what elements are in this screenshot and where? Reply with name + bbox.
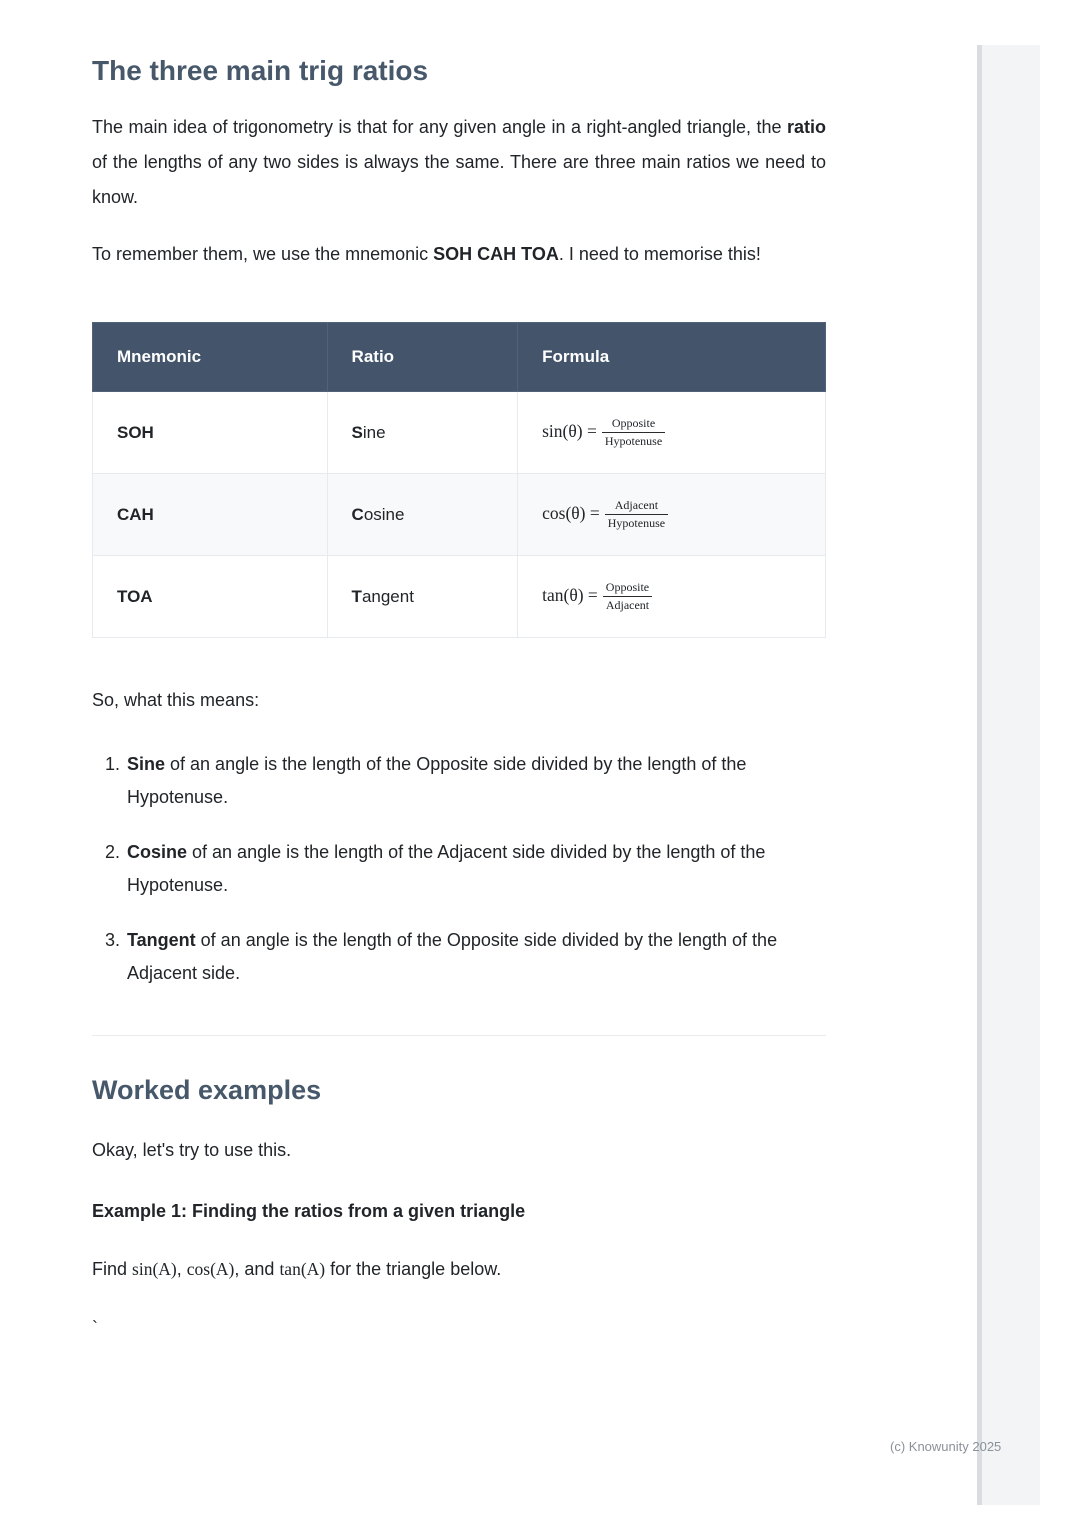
stray-backtick: `: [92, 1318, 98, 1338]
means-intro: So, what this means:: [92, 690, 260, 710]
text-run: The main idea of trigonometry is that for any given angle in a right-angled triangle, the: [92, 117, 787, 137]
mnemonic-paragraph: [92, 237, 826, 272]
scrollbar-thumb[interactable]: [977, 45, 982, 1505]
table-header-ratio: Ratio: [327, 323, 518, 392]
list-item-lead: Tangent: [127, 930, 196, 950]
fraction-numerator: Opposite: [602, 416, 665, 433]
text-run: , and: [234, 1259, 280, 1279]
formula-cell: [518, 556, 826, 638]
bold-text-soh-cah-toa: SOH CAH TOA: [433, 244, 559, 264]
bold-text-ratio: ratio: [786, 117, 826, 137]
table-header-row: [93, 323, 826, 392]
math-sin-a: sin(A): [132, 1259, 177, 1279]
ratio-lead-letter: S: [351, 422, 363, 442]
intro-paragraph: [92, 110, 826, 215]
worked-examples-title: Worked examples: [92, 1075, 322, 1105]
fraction-denominator: Hypotenuse: [607, 516, 666, 530]
list-item-text: of an angle is the length of the Opposite side divided by the length of the Hypotenuse.: [127, 754, 747, 807]
ratio-cell: [327, 392, 518, 474]
note-content: [92, 0, 826, 1346]
mnemonic-cell: CAH: [93, 474, 328, 556]
list-item-lead: Sine: [127, 754, 166, 774]
formula-cell: [518, 392, 826, 474]
ratio-lead-letter: C: [351, 504, 364, 524]
math-cos-a: cos(A): [186, 1259, 235, 1279]
table-row-soh: [93, 392, 826, 474]
ratio-cell: [327, 474, 518, 556]
table-header-formula: Formula: [518, 323, 826, 392]
formula-lhs: tan(θ) =: [542, 584, 598, 605]
ratio-lead-letter: T: [351, 586, 362, 606]
text-run: Find: [92, 1259, 133, 1279]
example-1-task: [92, 1252, 826, 1287]
section-divider: [92, 1035, 826, 1036]
formula-lhs: sin(θ) =: [542, 420, 597, 441]
formula-fraction: [603, 580, 652, 613]
list-item-text: of an angle is the length of the Adjacent side divided by the length of the Hypotenuse.: [127, 842, 766, 895]
text-run: . I need to memorise this!: [558, 244, 761, 264]
table-row-toa: [93, 556, 826, 638]
list-item-text: of an angle is the length of the Opposite side divided by the length of the Adjacent side.: [127, 930, 778, 983]
example-1-heading: Example 1: Finding the ratios from a given triangle: [92, 1201, 526, 1221]
formula-fraction: [602, 416, 665, 449]
ratio-meanings-list: [92, 748, 826, 990]
table-row-cah: [93, 474, 826, 556]
fraction-numerator: Adjacent: [605, 498, 668, 515]
list-item-lead: Cosine: [127, 842, 188, 862]
ratio-cell: [327, 556, 518, 638]
ratio-rest: osine: [363, 504, 405, 524]
mnemonic-cell: TOA: [93, 556, 328, 638]
table-header-mnemonic: Mnemonic: [93, 323, 328, 392]
ratio-rest: angent: [361, 586, 414, 606]
formula-cell: [518, 474, 826, 556]
mnemonic-cell: SOH: [93, 392, 328, 474]
page-title: The three main trig ratios: [92, 55, 429, 86]
formula-lhs: cos(θ) =: [542, 502, 600, 523]
copyright-note: (c) Knowunity 2025: [890, 1439, 1002, 1454]
text-run: To remember them, we use the mnemonic: [92, 244, 434, 264]
text-run: of the lengths of any two sides is always the same. There are three main ratios we need to know.: [92, 152, 826, 207]
list-item-cosine: [125, 836, 826, 902]
list-item-sine: [125, 748, 826, 814]
ratio-rest: ine: [362, 422, 386, 442]
formula-fraction: [605, 498, 668, 531]
scrollbar-track[interactable]: [977, 45, 1040, 1505]
trig-ratios-table: [92, 322, 826, 638]
trig-ratios-table-wrap: [92, 322, 826, 638]
math-tan-a: tan(A): [279, 1259, 326, 1279]
list-item-tangent: [125, 924, 826, 990]
text-run: ,: [176, 1259, 187, 1279]
fraction-denominator: Adjacent: [605, 598, 650, 612]
text-run: for the triangle below.: [325, 1259, 502, 1279]
fraction-denominator: Hypotenuse: [604, 434, 663, 448]
fraction-numerator: Opposite: [603, 580, 652, 597]
examples-intro: Okay, let's try to use this.: [92, 1140, 292, 1160]
